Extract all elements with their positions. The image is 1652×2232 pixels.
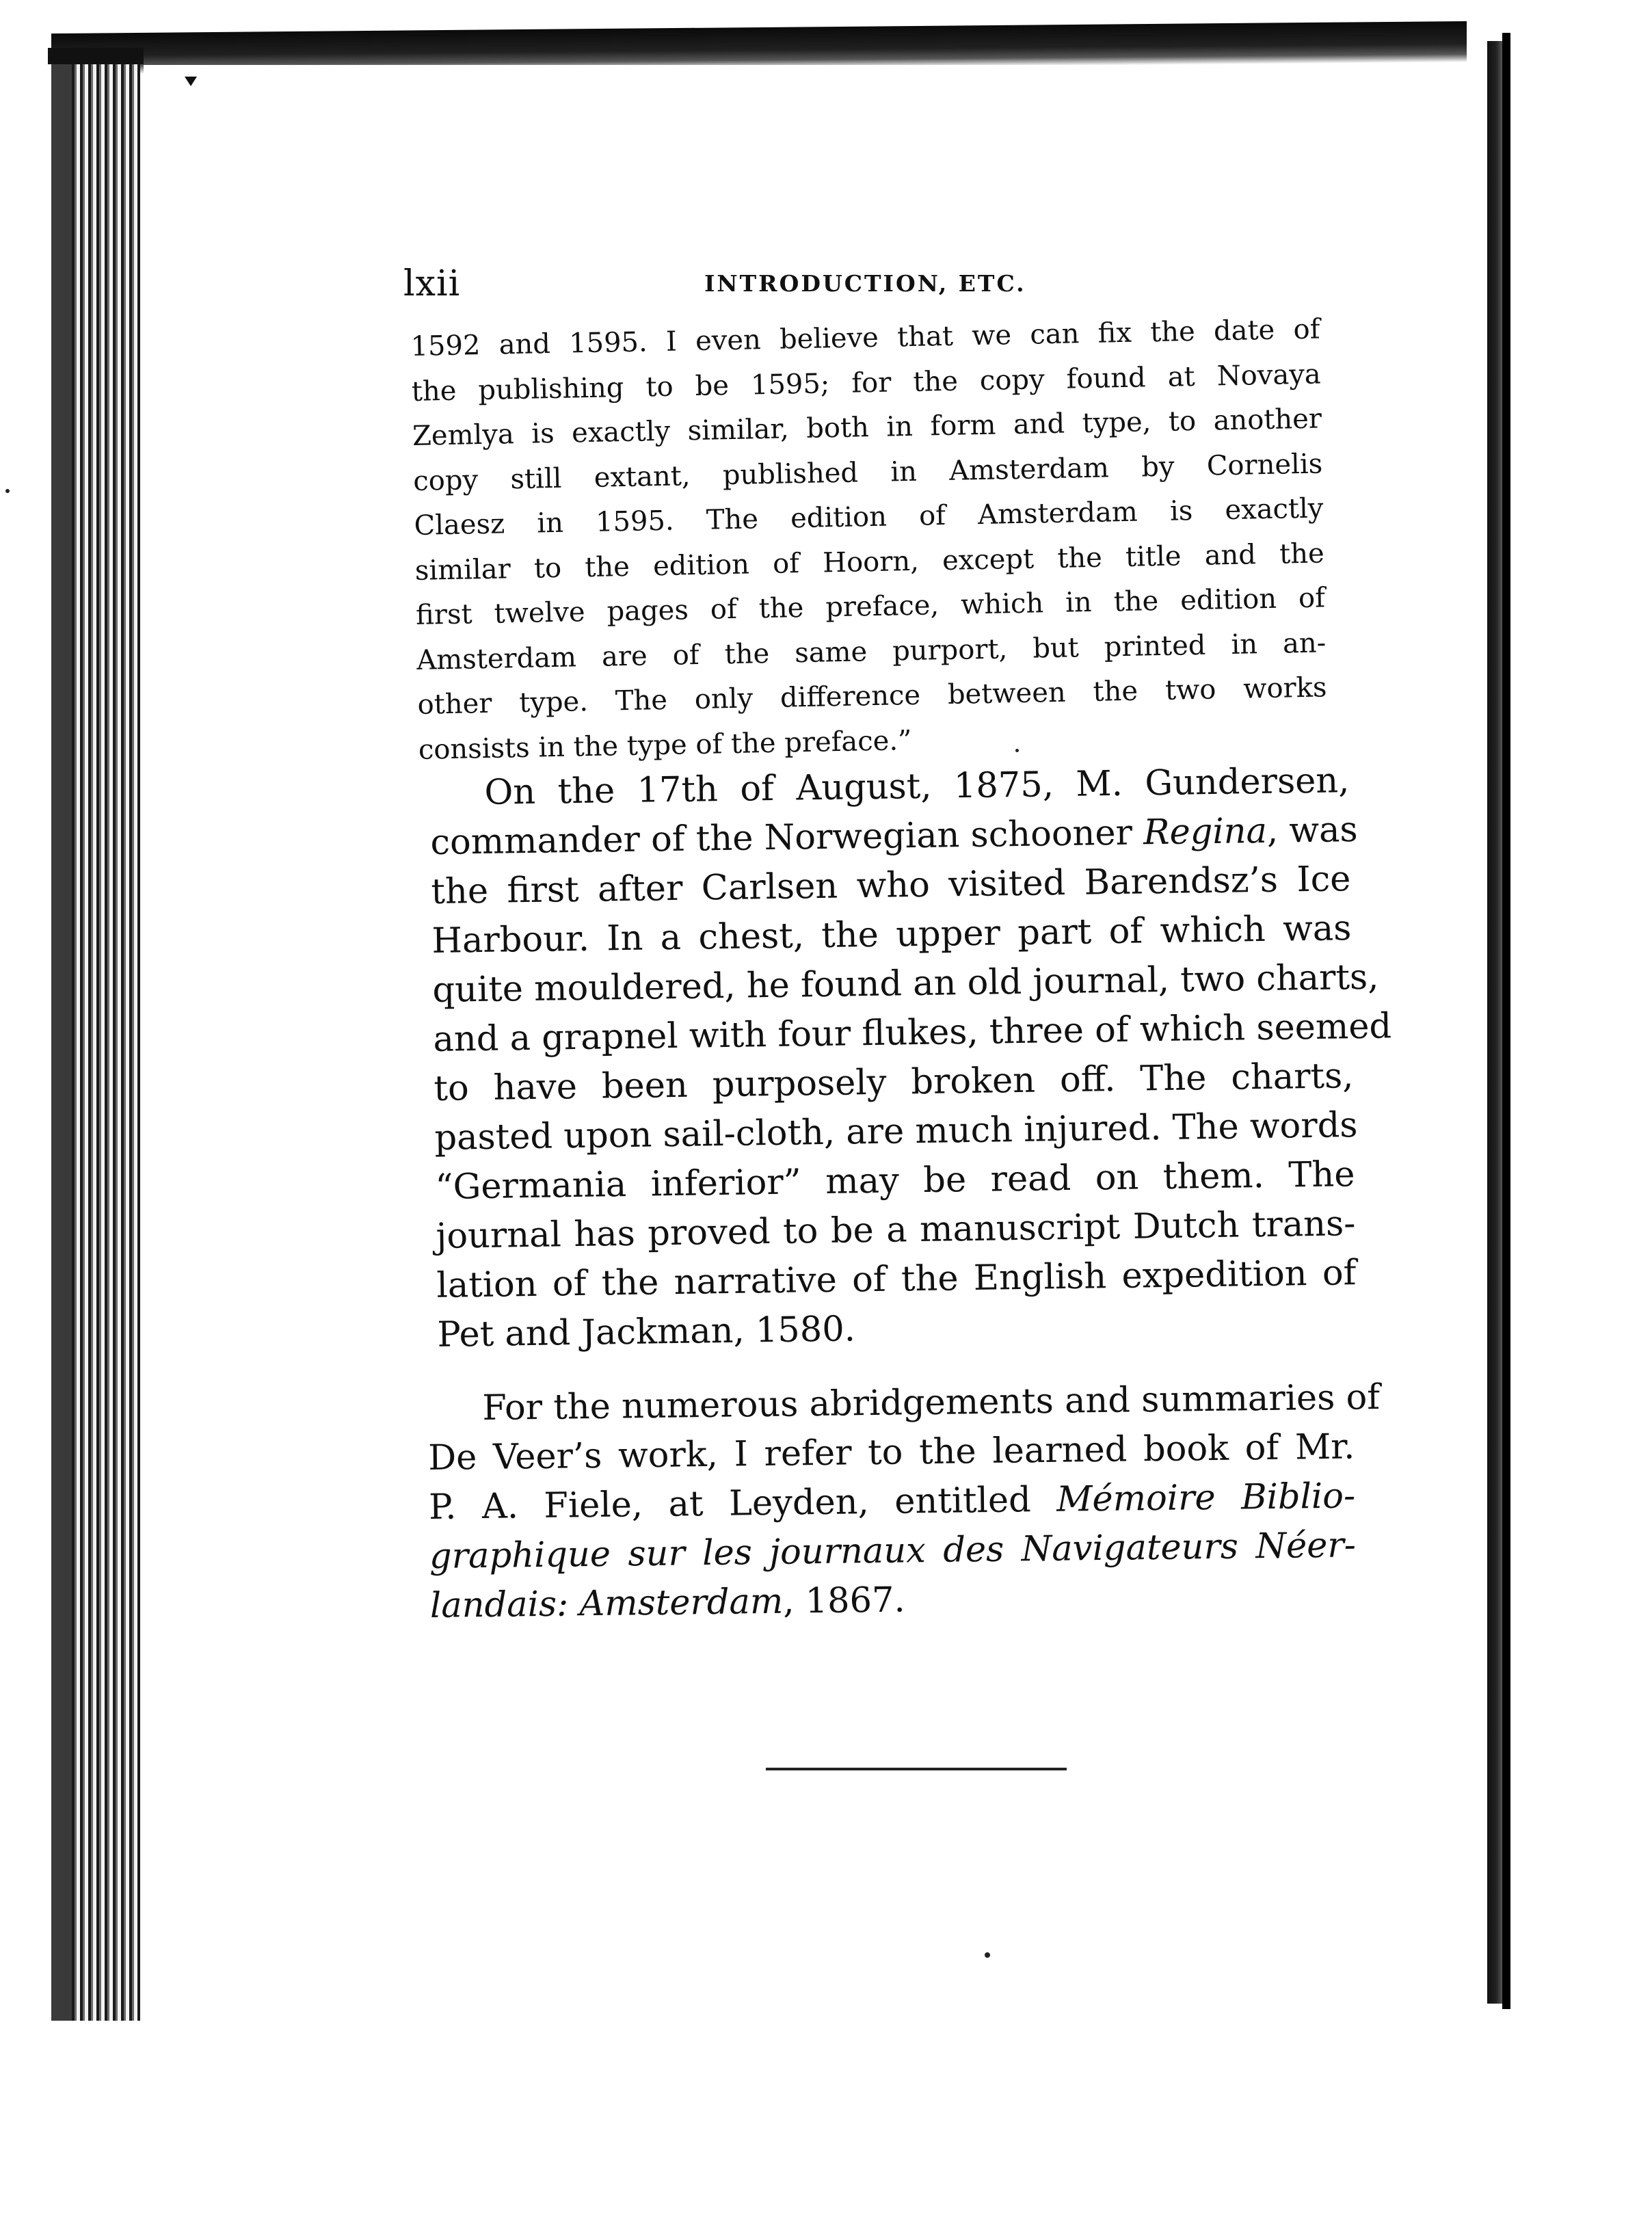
text-line: 1592 and 1595. I even believe that we can fix the date of bbox=[410, 313, 1320, 362]
text-line: journal has proved to be a manuscript Dutch trans- bbox=[436, 1204, 1356, 1257]
book-title-italic: Mémoire Biblio- bbox=[1056, 1476, 1356, 1520]
scan-speck-mark bbox=[185, 77, 197, 86]
text-line: to have been purposely broken off. The charts, bbox=[434, 1056, 1354, 1109]
text-line: consists in the type of the preface.” bbox=[418, 724, 912, 766]
text-line: Pet and Jackman, 1580. bbox=[437, 1309, 856, 1355]
text-line: quite mouldered, he found an old journal, two charts, bbox=[432, 957, 1379, 1011]
text-line: the first after Carlsen who visited Barendsz’s Ice bbox=[431, 859, 1351, 912]
paragraph-gundersen bbox=[429, 756, 1392, 1360]
text-line: other type. The only difference between the two works bbox=[417, 672, 1327, 721]
scan-speck bbox=[5, 489, 10, 493]
page-number: lxii bbox=[403, 263, 461, 304]
text-line: the publishing to be 1595; for the copy found at Novaya bbox=[411, 358, 1322, 408]
book-title-italic: graphique sur les journaux des Navigateurs Néer- bbox=[429, 1525, 1357, 1577]
text-line: Amsterdam are of the same purport, but printed in an- bbox=[416, 626, 1327, 676]
text-segment: , 1867. bbox=[782, 1580, 906, 1622]
text-segment: commander of the Norwegian schooner bbox=[430, 812, 1144, 863]
running-head-title: INTRODUCTION, ETC. bbox=[704, 270, 1026, 297]
text-line: “Germania inferior” may be read on them. The bbox=[435, 1154, 1355, 1208]
text-line: and a grapnel with four flukes, three of which seemed bbox=[433, 1006, 1392, 1060]
scan-speck bbox=[1015, 749, 1019, 752]
quoted-passage bbox=[410, 307, 1328, 772]
book-spine-shadow bbox=[51, 51, 72, 2021]
scan-speck bbox=[985, 1952, 990, 1958]
ship-name-italic: Regina bbox=[1143, 810, 1268, 853]
facing-page-border bbox=[1502, 33, 1510, 2009]
book-title-italic: landais: Amsterdam bbox=[429, 1581, 784, 1626]
text-line: Claesz in 1595. The edition of Amsterdam is exactly bbox=[414, 492, 1324, 542]
text-line: For the numerous abridgements and summaries of bbox=[482, 1377, 1381, 1429]
text-line: lation of the narrative of the English expedition of bbox=[436, 1253, 1357, 1306]
text-line: copy still extant, published in Amsterdam by Cornelis bbox=[412, 447, 1323, 497]
book-frame-corner bbox=[48, 48, 144, 64]
book-page-edges bbox=[72, 58, 140, 2021]
running-head bbox=[403, 263, 1032, 311]
text-line: similar to the edition of Hoorn, except the title and the bbox=[414, 537, 1325, 587]
text-line: De Veer’s work, I refer to the learned book of Mr. bbox=[427, 1426, 1355, 1478]
text-line: pasted upon sail-cloth, are much injured. The words bbox=[434, 1105, 1358, 1158]
text-segment: P. A. Fiele, at Leyden, entitled bbox=[428, 1479, 1057, 1528]
text-line: first twelve pages of the preface, which in the edition of bbox=[415, 582, 1326, 631]
text-line: On the 17th of August, 1875, M. Gundersen, bbox=[484, 760, 1350, 813]
text-line: Harbour. In a chest, the upper part of which was bbox=[431, 908, 1352, 961]
paragraph-abridgements bbox=[427, 1373, 1381, 1631]
text-segment: , was bbox=[1266, 810, 1358, 851]
text-line: Zemlya is exactly similar, both in form and type, to another bbox=[412, 403, 1322, 452]
facing-page-edge bbox=[1487, 41, 1502, 2004]
section-end-rule bbox=[766, 1768, 1067, 1770]
